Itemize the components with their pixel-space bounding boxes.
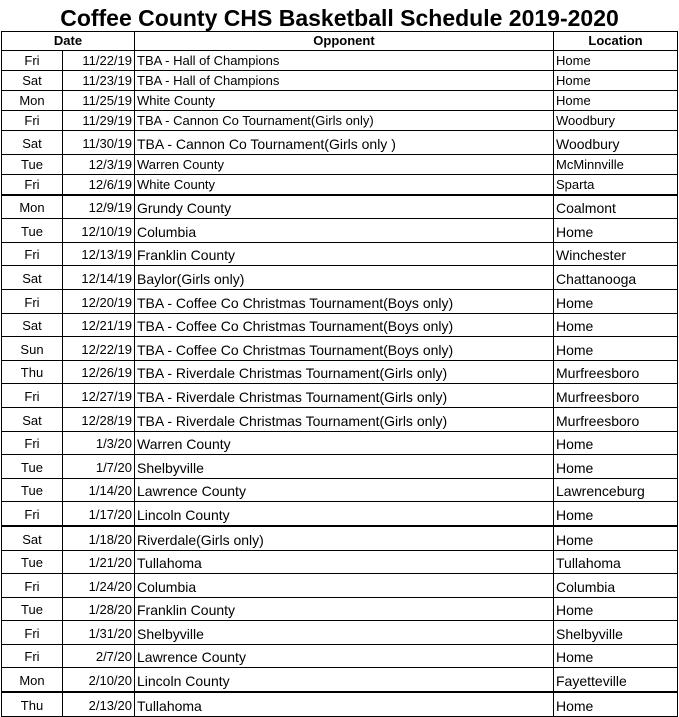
table-row	[2, 174, 678, 195]
table-row	[2, 692, 678, 716]
date-cell: 1/31/20	[63, 621, 135, 645]
schedule-table	[1, 31, 678, 717]
location-cell: Home	[554, 597, 678, 621]
table-row	[2, 219, 678, 243]
location-cell: Shelbyville	[554, 621, 678, 645]
table-row	[2, 195, 678, 219]
day-cell: Tue	[2, 550, 63, 574]
location-cell: Home	[554, 71, 678, 91]
table-row	[2, 360, 678, 384]
date-cell: 12/26/19	[63, 360, 135, 384]
table-row	[2, 313, 678, 337]
opponent-cell: Lincoln County	[135, 502, 554, 526]
table-row	[2, 337, 678, 361]
location-cell: Murfreesboro	[554, 360, 678, 384]
opponent-cell: Shelbyville	[135, 455, 554, 479]
header-row	[2, 32, 678, 51]
day-cell: Tue	[2, 597, 63, 621]
day-cell: Fri	[2, 502, 63, 526]
opponent-cell: Franklin County	[135, 242, 554, 266]
table-row	[2, 242, 678, 266]
location-cell: Home	[554, 91, 678, 111]
opponent-cell: Grundy County	[135, 195, 554, 219]
table-row	[2, 384, 678, 408]
date-cell: 12/22/19	[63, 337, 135, 361]
table-row	[2, 455, 678, 479]
page-title: Coffee County CHS Basketball Schedule 2019-2020	[60, 5, 619, 31]
opponent-cell: Baylor(Girls only)	[135, 266, 554, 290]
table-row	[2, 431, 678, 455]
date-cell: 1/7/20	[63, 455, 135, 479]
opponent-cell: Warren County	[135, 154, 554, 174]
location-cell: Woodbury	[554, 111, 678, 131]
location-cell: Chattanooga	[554, 266, 678, 290]
table-row	[2, 91, 678, 111]
day-cell: Sat	[2, 526, 63, 550]
day-cell: Mon	[2, 195, 63, 219]
table-row	[2, 131, 678, 155]
date-cell: 1/28/20	[63, 597, 135, 621]
day-cell: Mon	[2, 668, 63, 692]
opponent-cell: TBA - Riverdale Christmas Tournament(Girls only)	[135, 407, 554, 431]
day-cell: Tue	[2, 478, 63, 502]
location-cell: Home	[554, 431, 678, 455]
date-cell: 11/30/19	[63, 131, 135, 155]
opponent-cell: Franklin County	[135, 597, 554, 621]
location-cell: Lawrenceburg	[554, 478, 678, 502]
day-cell: Sat	[2, 131, 63, 155]
date-cell: 12/27/19	[63, 384, 135, 408]
day-cell: Thu	[2, 360, 63, 384]
day-cell: Fri	[2, 384, 63, 408]
day-cell: Fri	[2, 111, 63, 131]
date-cell: 12/21/19	[63, 313, 135, 337]
location-cell: Woodbury	[554, 131, 678, 155]
table-row	[2, 597, 678, 621]
location-cell: Home	[554, 313, 678, 337]
location-cell: Home	[554, 526, 678, 550]
table-row	[2, 621, 678, 645]
day-cell: Sun	[2, 337, 63, 361]
location-cell: Fayetteville	[554, 668, 678, 692]
opponent-header: Opponent	[135, 32, 554, 51]
day-cell: Tue	[2, 455, 63, 479]
opponent-cell: TBA - Cannon Co Tournament(Girls only)	[135, 111, 554, 131]
opponent-cell: TBA - Hall of Champions	[135, 71, 554, 91]
date-cell: 12/20/19	[63, 289, 135, 313]
location-cell: Winchester	[554, 242, 678, 266]
location-header: Location	[554, 32, 678, 51]
date-cell: 2/10/20	[63, 668, 135, 692]
opponent-cell: TBA - Coffee Co Christmas Tournament(Boys only)	[135, 289, 554, 313]
location-cell: Home	[554, 337, 678, 361]
location-cell: Sparta	[554, 174, 678, 195]
opponent-cell: TBA - Cannon Co Tournament(Girls only )	[135, 131, 554, 155]
table-row	[2, 111, 678, 131]
opponent-cell: Lincoln County	[135, 668, 554, 692]
location-cell: Murfreesboro	[554, 407, 678, 431]
day-cell: Fri	[2, 574, 63, 598]
table-row	[2, 502, 678, 526]
location-cell: Home	[554, 51, 678, 71]
day-cell: Thu	[2, 692, 63, 716]
location-cell: Home	[554, 644, 678, 668]
day-cell: Tue	[2, 219, 63, 243]
location-cell: Home	[554, 455, 678, 479]
location-cell: McMinnville	[554, 154, 678, 174]
day-cell: Fri	[2, 644, 63, 668]
table-row	[2, 407, 678, 431]
date-cell: 12/14/19	[63, 266, 135, 290]
table-row	[2, 478, 678, 502]
day-cell: Fri	[2, 289, 63, 313]
location-cell: Home	[554, 289, 678, 313]
day-cell: Sat	[2, 407, 63, 431]
day-cell: Fri	[2, 174, 63, 195]
date-cell: 11/23/19	[63, 71, 135, 91]
date-cell: 1/18/20	[63, 526, 135, 550]
day-cell: Tue	[2, 154, 63, 174]
opponent-cell: Lawrence County	[135, 478, 554, 502]
date-cell: 1/17/20	[63, 502, 135, 526]
day-cell: Mon	[2, 91, 63, 111]
day-cell: Sat	[2, 266, 63, 290]
opponent-cell: TBA - Riverdale Christmas Tournament(Girls only)	[135, 360, 554, 384]
date-cell: 1/3/20	[63, 431, 135, 455]
date-cell: 11/29/19	[63, 111, 135, 131]
opponent-cell: Shelbyville	[135, 621, 554, 645]
date-cell: 12/6/19	[63, 174, 135, 195]
date-cell: 12/13/19	[63, 242, 135, 266]
date-cell: 12/10/19	[63, 219, 135, 243]
date-cell: 11/25/19	[63, 91, 135, 111]
date-cell: 12/3/19	[63, 154, 135, 174]
opponent-cell: TBA - Hall of Champions	[135, 51, 554, 71]
opponent-cell: TBA - Coffee Co Christmas Tournament(Boys only)	[135, 313, 554, 337]
opponent-cell: White County	[135, 91, 554, 111]
day-cell: Fri	[2, 51, 63, 71]
date-cell: 12/9/19	[63, 195, 135, 219]
opponent-cell: Tullahoma	[135, 550, 554, 574]
date-cell: 11/22/19	[63, 51, 135, 71]
opponent-cell: White County	[135, 174, 554, 195]
date-cell: 1/14/20	[63, 478, 135, 502]
opponent-cell: TBA - Riverdale Christmas Tournament(Girls only)	[135, 384, 554, 408]
date-cell: 2/7/20	[63, 644, 135, 668]
table-row	[2, 154, 678, 174]
day-cell: Fri	[2, 242, 63, 266]
opponent-cell: Tullahoma	[135, 692, 554, 716]
location-cell: Murfreesboro	[554, 384, 678, 408]
location-cell: Home	[554, 692, 678, 716]
day-cell: Fri	[2, 431, 63, 455]
table-row	[2, 266, 678, 290]
day-cell: Sat	[2, 71, 63, 91]
date-cell: 2/13/20	[63, 692, 135, 716]
table-row	[2, 71, 678, 91]
location-cell: Home	[554, 219, 678, 243]
date-header: Date	[2, 32, 135, 51]
opponent-cell: Columbia	[135, 574, 554, 598]
opponent-cell: Columbia	[135, 219, 554, 243]
opponent-cell: Riverdale(Girls only)	[135, 526, 554, 550]
location-cell: Tullahoma	[554, 550, 678, 574]
table-row	[2, 668, 678, 692]
table-row	[2, 526, 678, 550]
day-cell: Fri	[2, 621, 63, 645]
table-row	[2, 644, 678, 668]
location-cell: Home	[554, 502, 678, 526]
opponent-cell: Lawrence County	[135, 644, 554, 668]
opponent-cell: Warren County	[135, 431, 554, 455]
table-row	[2, 51, 678, 71]
date-cell: 1/21/20	[63, 550, 135, 574]
location-cell: Coalmont	[554, 195, 678, 219]
table-row	[2, 574, 678, 598]
date-cell: 12/28/19	[63, 407, 135, 431]
table-row	[2, 550, 678, 574]
day-cell: Sat	[2, 313, 63, 337]
table-row	[2, 289, 678, 313]
opponent-cell: TBA - Coffee Co Christmas Tournament(Boys only)	[135, 337, 554, 361]
date-cell: 1/24/20	[63, 574, 135, 598]
location-cell: Columbia	[554, 574, 678, 598]
